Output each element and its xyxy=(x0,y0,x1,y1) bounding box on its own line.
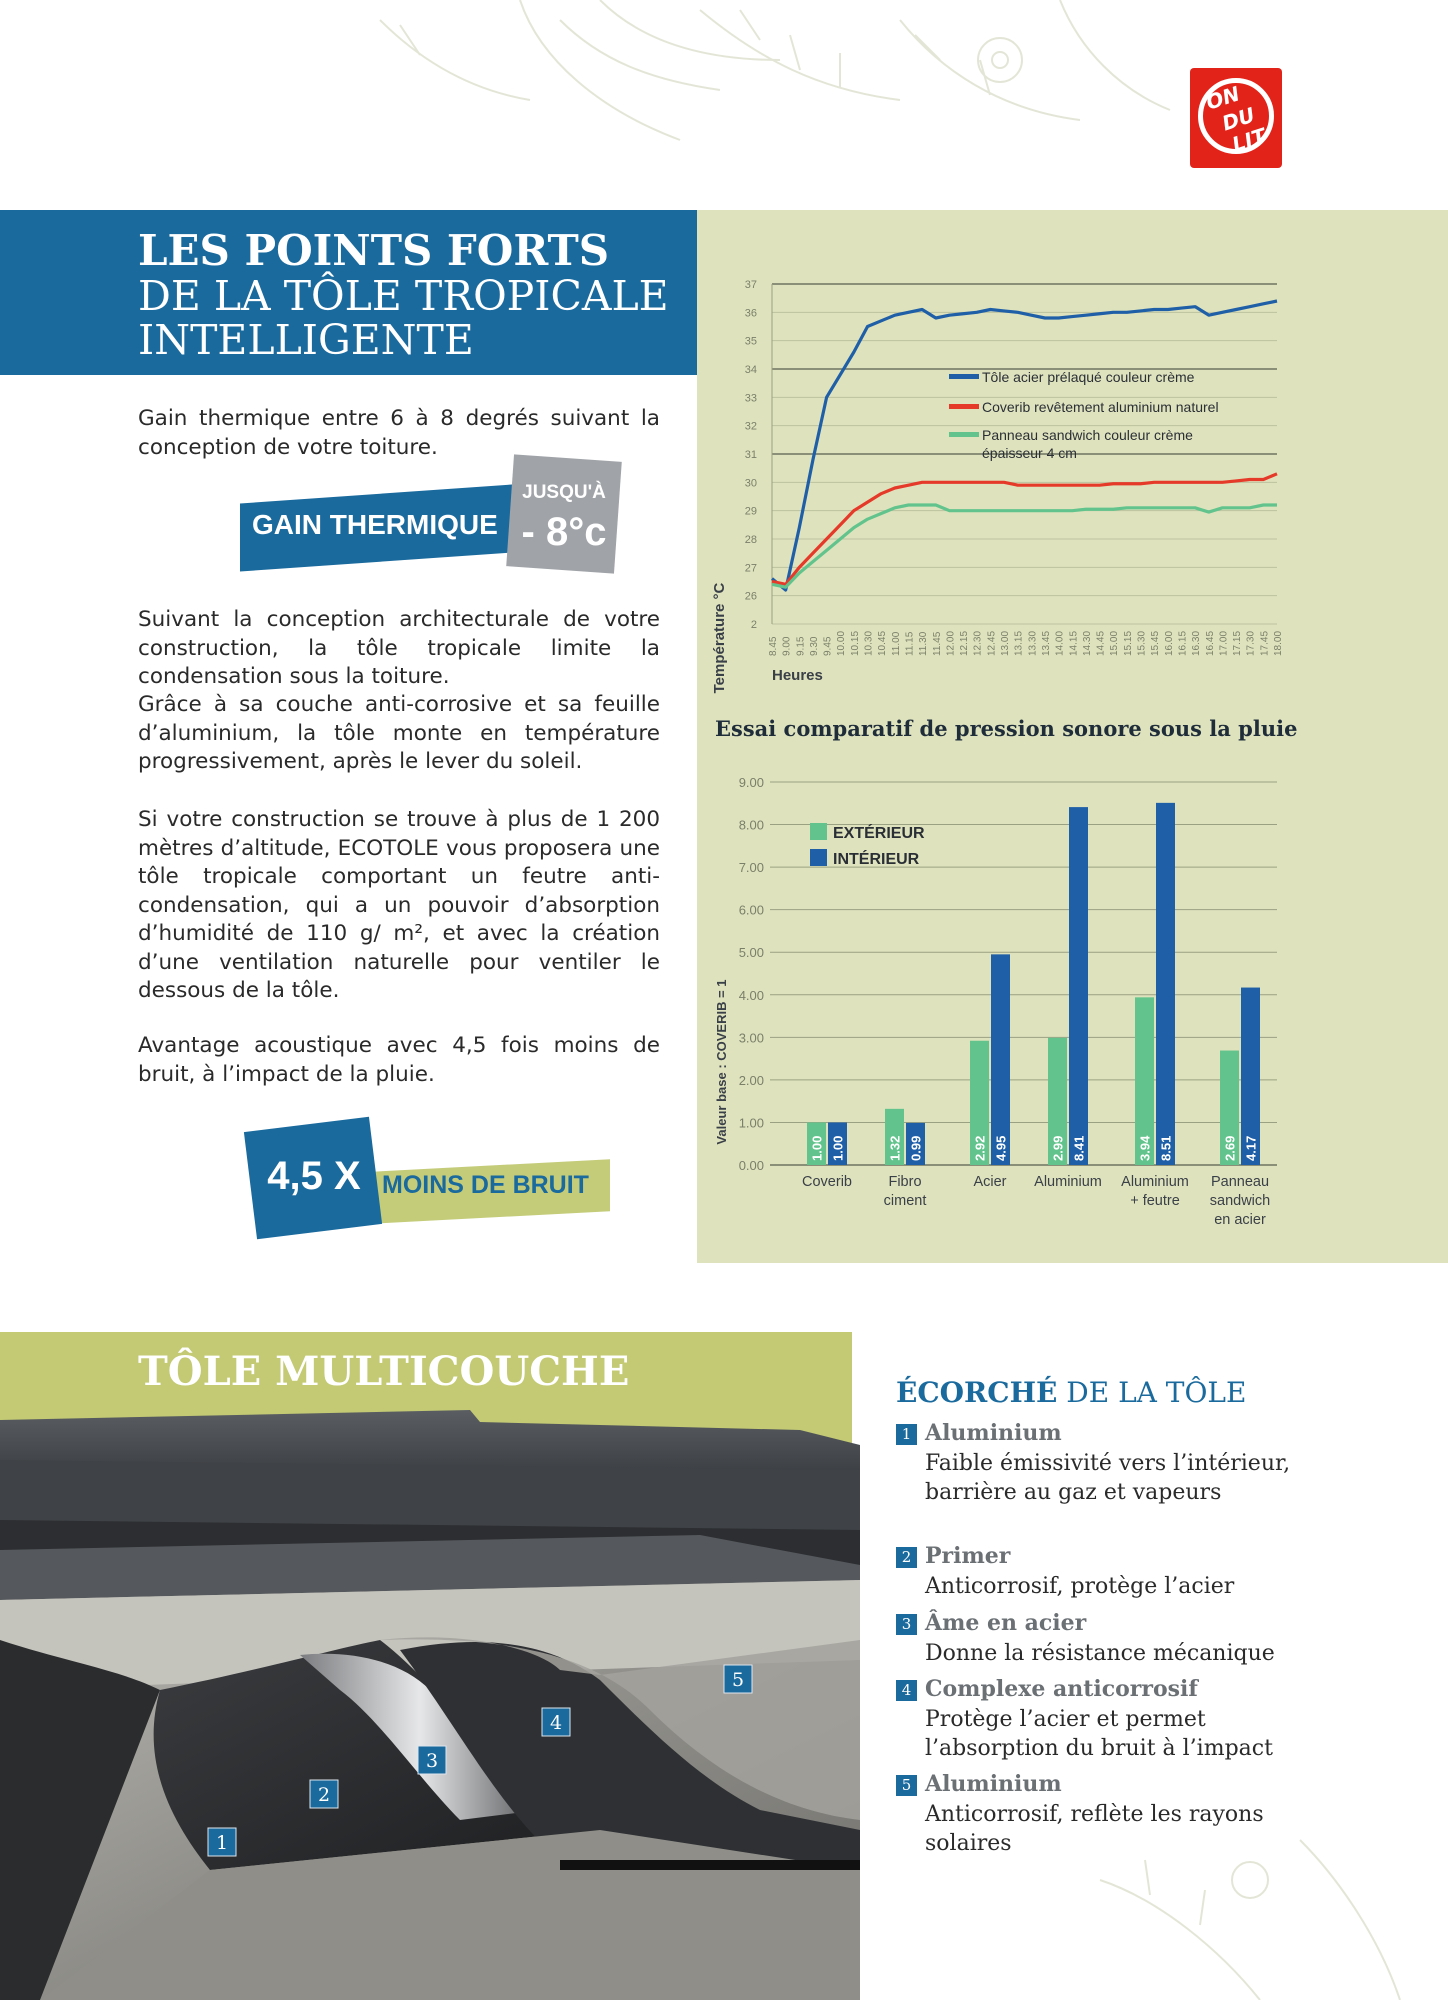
layer-marker-number: 1 xyxy=(215,1832,229,1854)
bar-chart-y-tick: 4.00 xyxy=(738,987,764,1003)
bar-data-label: 4.95 xyxy=(993,1135,1009,1161)
line-chart-x-tick: 14.30 xyxy=(1081,630,1093,656)
line-chart-x-tick: 17.45 xyxy=(1259,630,1271,656)
bar-chart-ylabel: Valeur base : COVERIB = 1 xyxy=(714,979,729,1145)
gain-badge-label: GAIN THERMIQUE xyxy=(252,509,498,540)
bar-chart-y-tick: 3.00 xyxy=(738,1030,764,1046)
bar-category-label: Aluminium xyxy=(1121,1174,1189,1190)
bar-data-label: 8.41 xyxy=(1071,1135,1087,1161)
line-chart-x-tick: 13.15 xyxy=(1013,630,1025,656)
bar-category-label: Aluminium xyxy=(1034,1174,1102,1190)
bar-legend-label: INTÉRIEUR xyxy=(833,851,920,868)
bar-data-label: 1.00 xyxy=(809,1135,825,1161)
multicouche-title: TÔLE MULTICOUCHE xyxy=(138,1348,630,1395)
line-chart-x-tick: 17.15 xyxy=(1232,630,1244,656)
line-chart-y-tick: 35 xyxy=(744,335,757,348)
line-chart-y-tick: 37 xyxy=(744,279,757,291)
line-chart-x-tick: 10.45 xyxy=(877,630,889,656)
roof-sheet-cutaway-illustration xyxy=(0,1400,860,2000)
line-chart-y-tick: 34 xyxy=(744,364,757,376)
ecorche-item-number: 2 xyxy=(896,1547,917,1568)
line-chart-x-tick: 12.45 xyxy=(986,630,998,656)
line-chart-x-tick: 11.45 xyxy=(931,631,943,656)
bar-data-label: 0.99 xyxy=(908,1135,924,1161)
bar-chart-y-tick: 2.00 xyxy=(738,1072,764,1088)
bar-category-label: + feutre xyxy=(1130,1193,1180,1209)
ecorche-item-heading: Aluminium xyxy=(925,1771,1062,1797)
bar-category-label: ciment xyxy=(883,1193,927,1209)
paragraph-altitude: Si votre construction se trouve à plus de 1 200 mètres d’altitude, ECOTOLE vous proposera une tôle tropicale comportant un feutre anti-condensation, qui a un pouvoir d’absorption d’humidité de 110 g/ m², et avec la création d’une ventilation naturelle pour ventiler le dessous de la tôle. xyxy=(138,807,660,1003)
paragraph-condensation: Suivant la conception architecturale de votre construction, la tôle tropicale limite la condensation sous la toiture. xyxy=(138,607,660,689)
line-chart-x-tick: 15.00 xyxy=(1109,630,1121,656)
line-chart-x-tick: 9.00 xyxy=(781,636,793,656)
line-chart-y-tick: 2 xyxy=(750,619,757,631)
bar-intérieur-3 xyxy=(991,954,1010,1165)
paragraph-gain: Gain thermique entre 6 à 8 degrés suivant la conception de votre toiture. xyxy=(138,406,660,460)
ecorche-item-description: Anticorrosif, protège l’acier xyxy=(925,1574,1235,1599)
line-chart-x-tick: 16.45 xyxy=(1204,630,1216,656)
line-chart-x-tick: 12.15 xyxy=(959,630,971,656)
bar-category-label: Coverib xyxy=(802,1174,852,1190)
line-chart-y-tick: 27 xyxy=(744,562,757,575)
bar-category-label: en acier xyxy=(1214,1212,1266,1228)
line-chart-x-tick: 12.30 xyxy=(972,630,984,656)
layer-marker-number: 4 xyxy=(549,1712,563,1734)
bar-chart-y-tick: 9.00 xyxy=(738,775,764,790)
line-chart-y-tick: 33 xyxy=(744,392,757,405)
line-chart-x-tick: 8.45 xyxy=(768,636,779,656)
bar-data-label: 3.94 xyxy=(1137,1135,1153,1161)
line-chart-x-tick: 10.00 xyxy=(836,630,848,656)
line-legend-label: Panneau sandwich couleur crème xyxy=(982,427,1193,443)
ecorche-item-number: 3 xyxy=(896,1614,917,1635)
bar-chart-y-tick: 7.00 xyxy=(738,860,764,876)
ecorche-item-description: Anticorrosif, reflète les rayons solaires xyxy=(925,1802,1264,1856)
page-title-line3: INTELLIGENTE xyxy=(138,316,474,364)
bar-legend-label: EXTÉRIEUR xyxy=(833,825,925,842)
bar-category-label: sandwich xyxy=(1209,1193,1271,1209)
line-chart-x-tick: 15.45 xyxy=(1150,630,1162,656)
bar-data-label: 1.32 xyxy=(887,1135,903,1161)
bar-data-label: 2.69 xyxy=(1222,1135,1238,1161)
ecorche-title-bold: ÉCORCHÉ xyxy=(896,1376,1058,1409)
line-chart-x-tick: 17.30 xyxy=(1245,630,1257,656)
line-chart-x-tick: 9.15 xyxy=(795,636,807,656)
page-title-line2: DE LA TÔLE TROPICALE xyxy=(138,272,669,320)
line-chart-x-tick: 11.30 xyxy=(918,631,930,656)
bruit-badge-label: MOINS DE BRUIT xyxy=(382,1171,589,1199)
line-legend-label: Coverib revêtement aluminium naturel xyxy=(982,399,1219,415)
bar-data-label: 4.17 xyxy=(1243,1135,1259,1161)
line-chart-x-tick: 13.45 xyxy=(1040,630,1052,656)
line-chart-x-tick: 17.00 xyxy=(1218,630,1230,656)
line-chart-x-tick: 16.15 xyxy=(1177,630,1189,656)
line-chart-y-tick: 26 xyxy=(744,590,757,603)
line-chart-xlabel: Heures xyxy=(772,667,823,684)
page-title-line1: LES POINTS FORTS xyxy=(138,226,610,275)
logo-text-lit: LIT xyxy=(1229,123,1269,157)
line-chart-x-tick: 14.00 xyxy=(1054,630,1066,656)
logo-text-du: DU xyxy=(1219,102,1258,136)
ecorche-item-heading: Primer xyxy=(925,1543,1011,1569)
bar-chart-y-tick: 5.00 xyxy=(738,945,764,961)
bar-data-label: 1.00 xyxy=(830,1135,846,1161)
layer-marker-number: 3 xyxy=(425,1750,439,1772)
line-chart-y-tick: 30 xyxy=(744,477,757,490)
line-chart-y-tick: 29 xyxy=(744,505,757,518)
ecorche-title xyxy=(896,1376,1246,1409)
line-chart-ylabel: Température °C xyxy=(711,582,728,694)
ecorche-item-number: 5 xyxy=(896,1775,917,1796)
bar-data-label: 2.92 xyxy=(972,1135,988,1161)
line-chart-x-tick: 16.00 xyxy=(1163,630,1175,656)
line-chart-x-tick: 14.15 xyxy=(1068,630,1080,656)
line-chart-x-tick: 10.15 xyxy=(849,630,861,656)
bar-legend-swatch xyxy=(810,823,827,840)
line-chart-x-tick: 11.00 xyxy=(890,631,902,656)
bar-legend-swatch xyxy=(810,849,827,866)
bar-data-label: 2.99 xyxy=(1050,1135,1066,1161)
paragraph-acoustic: Avantage acoustique avec 4,5 fois moins de bruit, à l’impact de la pluie. xyxy=(138,1033,660,1087)
bar-category-label: Panneau xyxy=(1210,1174,1270,1190)
line-chart-x-tick: 15.15 xyxy=(1122,630,1134,656)
bar-chart-y-tick: 6.00 xyxy=(738,902,764,918)
paragraph-anticorrosion: Grâce à sa couche anti-corrosive et sa feuille d’aluminium, la tôle monte en température progressivement, après le lever du soleil. xyxy=(138,692,660,774)
ecorche-item-heading: Complexe anticorrosif xyxy=(925,1676,1198,1702)
line-chart-y-tick: 28 xyxy=(744,534,757,546)
line-chart-x-tick: 18.00 xyxy=(1273,630,1284,656)
ecorche-item-number: 1 xyxy=(896,1424,917,1445)
line-chart-y-tick: 31 xyxy=(744,449,757,461)
bar-intérieur-4 xyxy=(1069,807,1088,1165)
gain-badge-value: - 8°c xyxy=(521,510,607,554)
bar-category-label: Acier xyxy=(973,1174,1007,1190)
layer-marker-number: 2 xyxy=(317,1784,331,1806)
ecorche-title-rest: DE LA TÔLE xyxy=(1057,1376,1247,1409)
bar-chart-y-tick: 0.00 xyxy=(738,1158,764,1173)
line-chart-x-tick: 15.30 xyxy=(1136,630,1148,656)
bar-chart-y-tick: 8.00 xyxy=(738,817,764,833)
line-chart-y-tick: 32 xyxy=(744,420,757,433)
bruit-badge-value: 4,5 X xyxy=(267,1154,361,1198)
line-legend-label: Tôle acier prélaqué couleur crème xyxy=(982,369,1195,385)
line-chart-x-tick: 10.30 xyxy=(863,630,875,656)
ecorche-item-description: Protège l’acier et permet l’absorption du bruit à l’impact xyxy=(925,1707,1273,1761)
ecorche-item-description: Faible émissivité vers l’intérieur, barrière au gaz et vapeurs xyxy=(925,1451,1291,1505)
bar-chart-y-tick: 1.00 xyxy=(738,1115,764,1131)
line-chart-x-tick: 9.45 xyxy=(822,636,834,656)
line-chart-x-tick: 13.00 xyxy=(1000,630,1012,656)
line-legend-label-cont: épaisseur 4 cm xyxy=(982,445,1077,461)
gain-badge-prefix: JUSQU'À xyxy=(522,482,606,503)
ecorche-item-heading: Âme en acier xyxy=(925,1610,1087,1636)
layer-marker-number: 5 xyxy=(731,1669,745,1691)
line-chart-x-tick: 13.30 xyxy=(1027,630,1039,656)
line-chart-x-tick: 16.30 xyxy=(1191,630,1203,656)
ecorche-item-description: Donne la résistance mécanique xyxy=(925,1641,1275,1666)
logo-text-on: ON xyxy=(1203,81,1243,115)
ecorche-item-number: 4 xyxy=(896,1680,917,1701)
bar-intérieur-5 xyxy=(1156,803,1175,1165)
bar-category-label: Fibro xyxy=(888,1174,922,1190)
line-chart-y-tick: 36 xyxy=(744,307,757,320)
line-chart-x-tick: 9.30 xyxy=(808,636,820,656)
ecorche-item-heading: Aluminium xyxy=(925,1420,1062,1446)
bar-data-label: 8.51 xyxy=(1158,1135,1174,1161)
line-chart-x-tick: 11.15 xyxy=(904,631,916,656)
line-chart-x-tick: 14.45 xyxy=(1095,630,1107,656)
bar-chart-title: Essai comparatif de pression sonore sous la pluie xyxy=(715,716,1298,741)
line-chart-x-tick: 12.00 xyxy=(945,630,957,656)
